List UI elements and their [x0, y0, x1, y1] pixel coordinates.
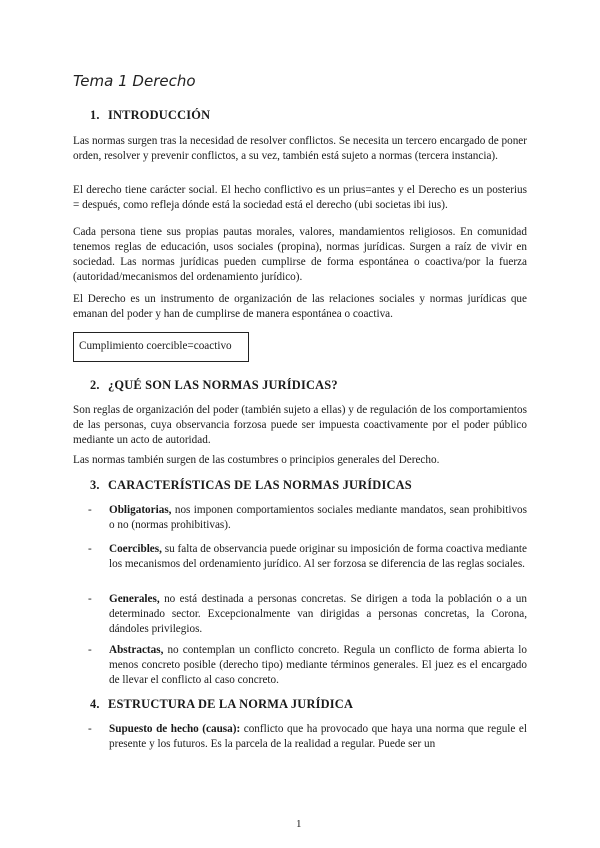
list-item-text	[109, 643, 527, 688]
section-number: 1.	[90, 108, 100, 122]
section-title: INTRODUCCIÓN	[108, 108, 211, 122]
section-number: 3.	[90, 478, 100, 492]
document-title: Tema 1 Derecho	[73, 72, 196, 90]
paragraph: Las normas también surgen de las costumbres o principios generales del Derecho.	[73, 454, 440, 466]
list-dash: -	[88, 504, 92, 516]
list-item-body: conflicto que ha provocado que haya una norma que regule el presente y los futuros. Es la parcela de la realidad a regular. Puede ser un	[109, 723, 527, 750]
list-item-body: nos imponen comportamientos sociales mediante mandatos, sean prohibitivos o no (normas prohibitivas).	[109, 504, 527, 531]
section-number: 4.	[90, 697, 100, 711]
section-heading-que-son	[90, 378, 338, 393]
list-item-text	[109, 722, 527, 752]
list-item-term: Obligatorias,	[109, 504, 172, 516]
list-item-body: su falta de observancia puede originar su imposición de forma coactiva mediante los mecanismos del ordenamiento jurídico. Al ser forzosa se diferencia de las reglas sociales.	[109, 543, 527, 570]
list-dash: -	[88, 593, 92, 605]
section-heading-introduccion	[90, 108, 210, 123]
section-heading-caracteristicas	[90, 478, 412, 493]
list-dash: -	[88, 723, 92, 735]
page-number: 1	[296, 818, 302, 830]
list-item-body: no está destinada a personas concretas. Se dirigen a toda la población o a un determinado sector. Excepcionalmente van dirigidas a personas concretas, la Corona, dándoles privilegios.	[109, 593, 527, 635]
list-item-body: no contemplan un conflicto concreto. Regula un conflicto de forma abierta lo menos concreto posible (derecho tipo) mediante términos generales. El juez es el encargado de llevar el conflicto al caso concreto.	[109, 644, 527, 686]
list-item-text	[109, 503, 527, 533]
paragraph: El derecho tiene carácter social. El hecho conflictivo es un prius=antes y el Derecho es un posterius = después, como refleja dónde está la sociedad está el derecho (ubi societas ibi ius).	[73, 184, 527, 211]
list-item-term: Generales,	[109, 593, 160, 605]
list-item-text	[109, 542, 527, 572]
list-item-text	[109, 592, 527, 637]
list-item-term: Supuesto de hecho (causa):	[109, 723, 241, 735]
paragraph: Son reglas de organización del poder (también sujeto a ellas) y de regulación de los comportamientos de las personas, cuya observancia forzosa puede ser impuesta coactivamente por el poder público mediante un acto de autoridad.	[73, 404, 527, 446]
paragraph: Las normas surgen tras la necesidad de resolver conflictos. Se necesita un tercero encargado de poner orden, resolver y prevenir conflictos, a su vez, también está sujeto a normas (tercera instancia).	[73, 135, 527, 162]
paragraph: Cada persona tiene sus propias pautas morales, valores, mandamientos religiosos. En comunidad tenemos reglas de educación, usos sociales (propina), normas jurídicas. Surgen a raíz de vivir en sociedad. Las normas jurídicas pueden cumplirse de forma espontánea o coactiva/por la fuerza (autoridad/mecanismos del ordenamiento jurídico).	[73, 226, 527, 283]
highlight-box	[73, 332, 249, 362]
highlight-box-text: Cumplimiento coercible=coactivo	[79, 340, 232, 352]
section-title: CARACTERÍSTICAS DE LAS NORMAS JURÍDICAS	[108, 478, 412, 492]
list-item-term: Coercibles,	[109, 543, 162, 555]
section-title: ESTRUCTURA DE LA NORMA JURÍDICA	[108, 697, 354, 711]
paragraph: El Derecho es un instrumento de organización de las relaciones sociales y normas jurídicas que emanan del poder y han de cumplirse de manera espontánea o coactiva.	[73, 293, 527, 320]
list-item-term: Abstractas,	[109, 644, 164, 656]
section-title: ¿QUÉ SON LAS NORMAS JURÍDICAS?	[108, 378, 338, 392]
section-heading-estructura	[90, 697, 353, 712]
list-dash: -	[88, 644, 92, 656]
section-number: 2.	[90, 378, 100, 392]
list-dash: -	[88, 543, 92, 555]
